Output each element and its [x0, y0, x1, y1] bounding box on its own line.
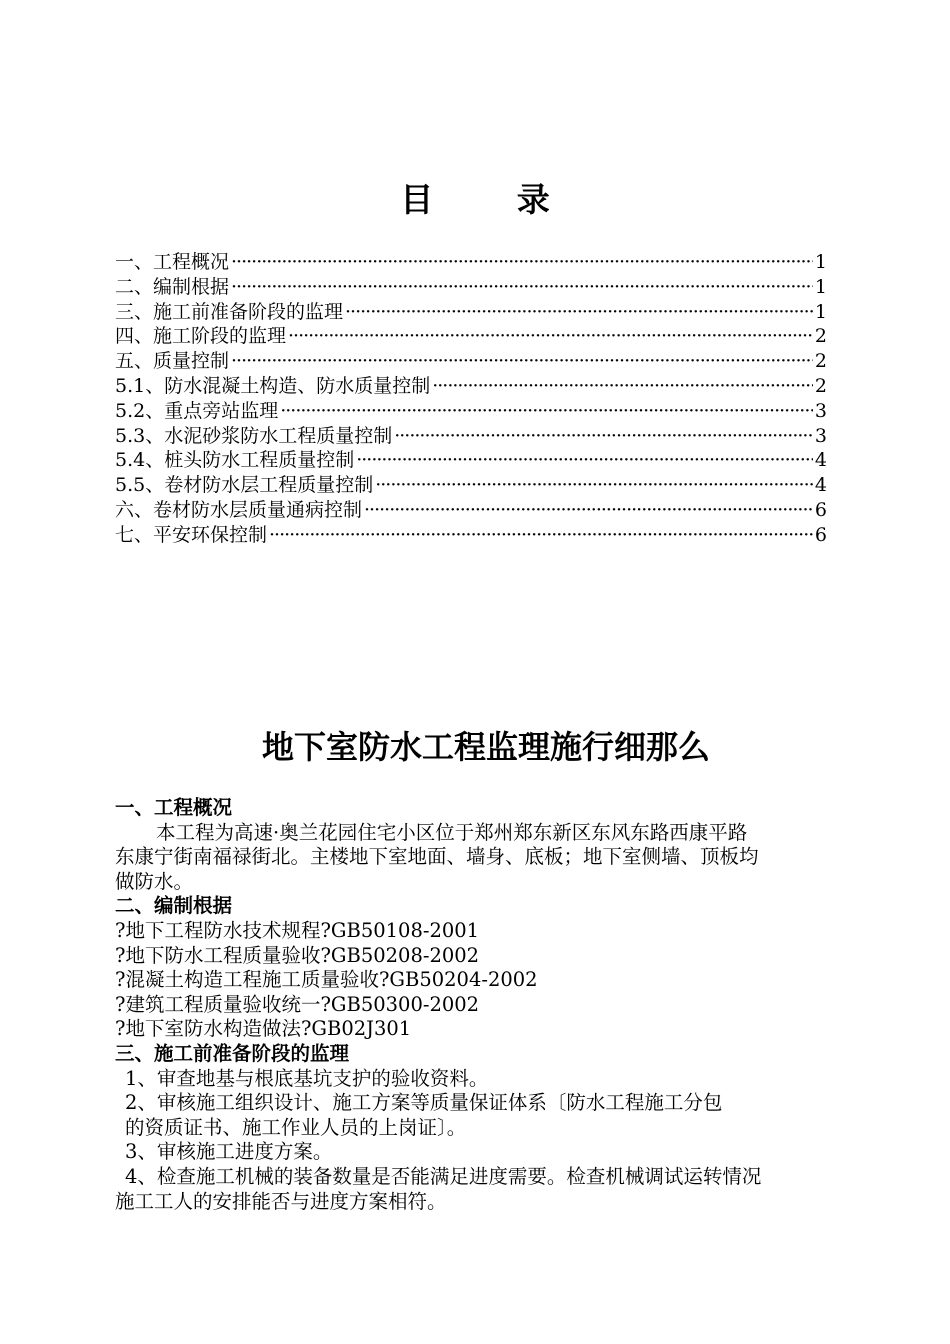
toc-leader-dots	[269, 523, 813, 548]
toc-item[interactable]	[115, 498, 827, 523]
toc-item-page: 6	[814, 498, 827, 521]
toc-item[interactable]	[115, 374, 827, 399]
toc-item-page: 4	[814, 449, 827, 472]
toc-item[interactable]	[115, 523, 827, 548]
toc-item-page: 3	[814, 424, 827, 447]
toc-leader-dots	[432, 374, 813, 399]
toc-leader-dots	[375, 473, 813, 498]
toc-leader-dots	[231, 250, 813, 275]
toc-item-label: 一、工程概况	[115, 251, 230, 273]
toc-item-label: 5.2、重点旁站监理	[115, 399, 279, 422]
toc-item-page: 6	[814, 523, 827, 546]
toc-leader-dots	[231, 349, 813, 374]
toc-item-label: 七、平安环保控制	[115, 523, 268, 546]
toc-item-label: 5.5、卷材防水层工程质量控制	[115, 474, 374, 497]
reference-item: ?建筑工程质量验收统一?GB50300-2002	[115, 992, 480, 1016]
reference-item: ?地下防水工程质量验收?GB50208-2002	[115, 943, 480, 967]
list-item: 3、审核施工进度方案。	[125, 1140, 333, 1164]
toc-leader-dots	[364, 498, 813, 523]
document-body	[115, 796, 855, 1214]
toc-item[interactable]	[115, 275, 827, 300]
toc-item-page: 1	[814, 300, 827, 323]
list-item-continuation: 的资质证书、施工作业人员的上岗证〕。	[125, 1115, 467, 1139]
table-of-contents	[115, 250, 827, 548]
list-item: 4、检查施工机械的装备数量是否能满足进度需要。检查机械调试运转情况	[125, 1164, 762, 1188]
toc-item-label: 二、编制根据	[115, 275, 230, 298]
toc-leader-dots	[280, 399, 813, 424]
toc-item-label: 三、施工前准备阶段的监理	[115, 300, 344, 323]
toc-leader-dots	[231, 275, 813, 300]
section-heading: 三、施工前准备阶段的监理	[115, 1041, 350, 1065]
toc-item-page: 2	[814, 374, 827, 397]
toc-item[interactable]	[115, 324, 827, 349]
toc-item[interactable]	[115, 424, 827, 449]
toc-leader-dots	[356, 448, 813, 473]
section-heading: 二、编制根据	[115, 894, 233, 918]
toc-item[interactable]	[115, 349, 827, 374]
list-item: 1、审查地基与根底基坑支护的验收资料。	[125, 1066, 489, 1090]
list-item: 2、审核施工组织设计、施工方案等质量保证体系〔防水工程施工分包	[125, 1091, 723, 1115]
paragraph-line: 本工程为高速·奥兰花园住宅小区位于郑州郑东新区东风东路西康平路	[156, 820, 748, 844]
toc-item[interactable]	[115, 448, 827, 473]
toc-leader-dots	[345, 300, 813, 325]
toc-item-page: 4	[814, 474, 827, 497]
toc-item-label: 五、质量控制	[115, 350, 230, 373]
list-item-continuation: 施工工人的安排能否与进度方案相符。	[115, 1189, 447, 1213]
toc-item-label: 四、施工阶段的监理	[115, 325, 287, 348]
toc-leader-dots	[288, 324, 813, 349]
toc-item-page: 2	[814, 350, 827, 373]
toc-item-label: 5.3、水泥砂浆防水工程质量控制	[115, 424, 393, 447]
toc-item[interactable]	[115, 399, 827, 424]
toc-item-page: 1	[814, 251, 827, 273]
section-heading: 一、工程概况	[115, 796, 233, 819]
toc-item[interactable]	[115, 300, 827, 325]
toc-item-page: 2	[814, 325, 827, 348]
toc-item-label: 5.1、防水混凝土构造、防水质量控制	[115, 374, 431, 397]
toc-item-label: 六、卷材防水层质量通病控制	[115, 498, 363, 521]
reference-item: ?地下室防水构造做法?GB02J301	[115, 1017, 412, 1041]
toc-item-label: 5.4、桩头防水工程质量控制	[115, 449, 355, 472]
paragraph-line: 做防水。	[115, 869, 194, 893]
toc-item[interactable]	[115, 250, 827, 275]
paragraph-line: 东康宁街南福禄街北。主楼地下室地面、墙身、底板；地下室侧墙、顶板均	[115, 845, 759, 869]
reference-item: ?混凝土构造工程施工质量验收?GB50204-2002	[115, 968, 538, 992]
toc-title: 目 录	[400, 180, 586, 219]
toc-leader-dots	[394, 424, 813, 449]
toc-item[interactable]	[115, 473, 827, 498]
reference-item: ?地下工程防水技术规程?GB50108-2001	[115, 918, 480, 942]
toc-item-page: 1	[814, 275, 827, 298]
document-title: 地下室防水工程监理施行细那么	[261, 728, 710, 766]
toc-item-page: 3	[814, 399, 827, 422]
